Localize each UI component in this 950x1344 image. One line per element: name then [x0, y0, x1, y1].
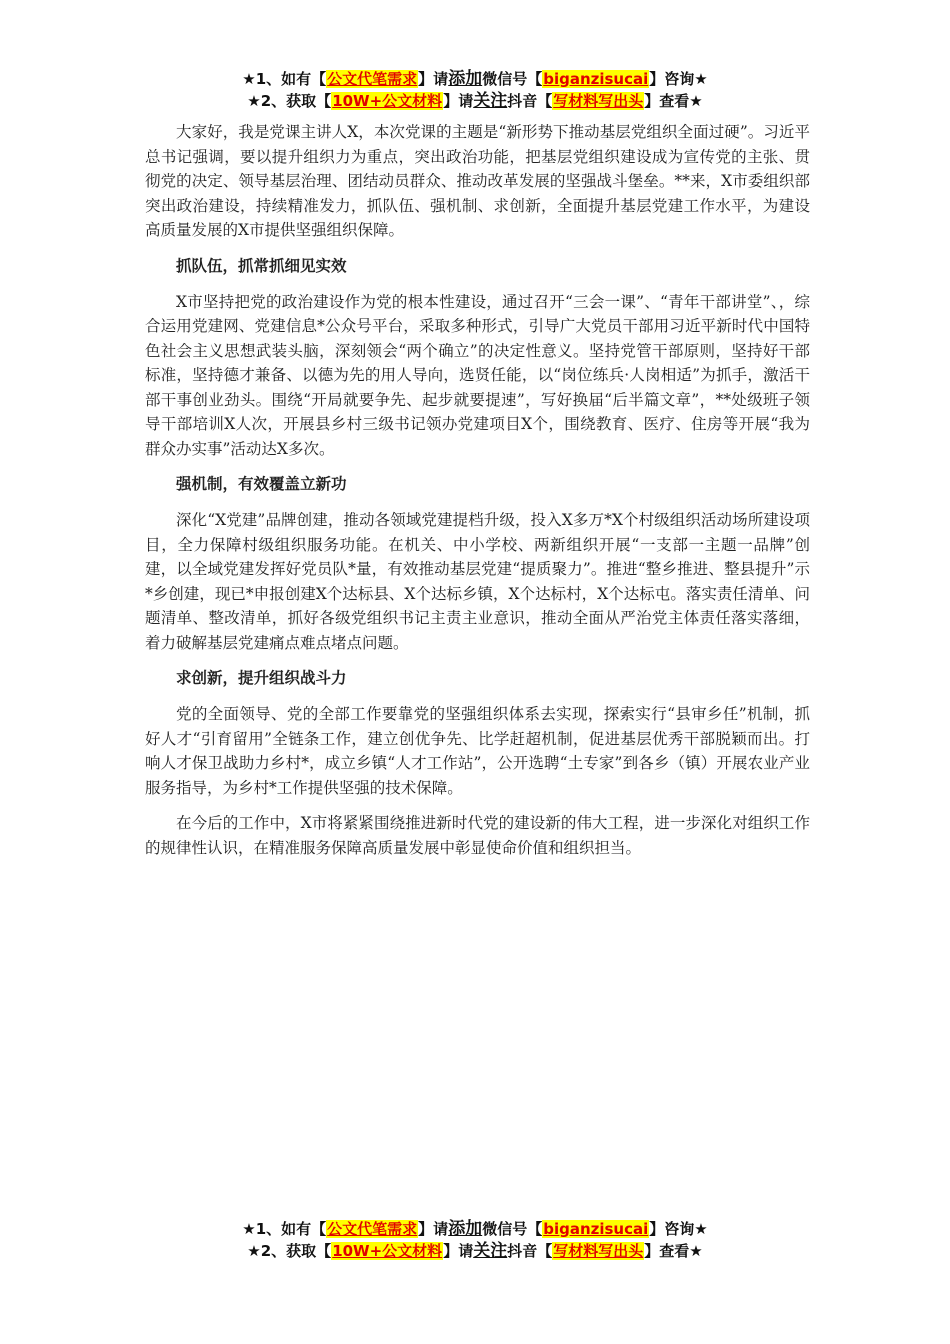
body-paragraph: 深化“X党建”品牌创建，推动各领域党建提档升级，投入X多万*X个村级组织活动场所建设项目，全力保障村级组织服务功能。在机关、中小学校、两新组织开展“一支部一主题一品牌”创建，以全域党建发挥好党员队*量，有效推动基层党建“提质聚力”。推进“整乡推进、整县提升”示*乡创建，现已*申报创建X个达标县、X个达标乡镇，X个达标村，X个达标屯。落实责任清单、问题清单、整改清单，抓好各级党组织书记主责主业意识，推动全面从严治党主体责任落实落细，着力破解基层党建痛点难点堵点问题。 [145, 511, 810, 652]
banner-text: ★1、如有【 [242, 1220, 327, 1238]
banner-text: 】请 [418, 70, 449, 88]
section-heading: 求创新，提升组织战斗力 [176, 669, 347, 687]
banner-emphasis: 添加 [448, 69, 483, 89]
banner-emphasis: 关注 [473, 1241, 508, 1261]
banner-highlight: biganzisucai [543, 1220, 649, 1238]
banner-highlight: 10W+公文材料 [332, 1242, 443, 1260]
closing-paragraph: 在今后的工作中，X市将紧紧围绕推进新时代党的建设新的伟大工程，进一步深化对组织工作的规律性认识，在精准服务保障高质量发展中彰显使命价值和组织担当。 [145, 814, 810, 857]
body-paragraph: 党的全面领导、党的全部工作要靠党的坚强组织体系去实现，探索实行“县审乡任”机制，抓好人才“引育留用”全链条工作，建立创优争先、比学赶超机制，促进基层优秀干部脱颖而出。打响人才保卫战助力乡村*，成立乡镇“人才工作站”，公开选聘“土专家”到各乡（镇）开展农业产业服务指导，为乡村*工作提供坚强的技术保障。 [145, 705, 810, 797]
banner-text: 】查看★ [644, 92, 703, 110]
banner-text: 】请 [443, 92, 474, 110]
banner-highlight: 写材料写出头 [553, 92, 644, 110]
banner-line-2 [0, 90, 950, 112]
banner-text: 】咨询★ [649, 70, 708, 88]
banner-highlight: biganzisucai [543, 70, 649, 88]
banner-highlight: 写材料写出头 [553, 1242, 644, 1260]
banner-highlight: 公文代笔需求 [327, 70, 418, 88]
banner-text: ★2、获取【 [247, 1242, 332, 1260]
banner-highlight: 公文代笔需求 [327, 1220, 418, 1238]
top-banner [0, 68, 950, 112]
banner-text: 】请 [443, 1242, 474, 1260]
bottom-banner [0, 1218, 950, 1262]
banner-text: ★1、如有【 [242, 70, 327, 88]
section-heading: 强机制，有效覆盖立新功 [176, 475, 347, 493]
document-body [145, 120, 810, 871]
banner-text: 抖音【 [507, 1242, 553, 1260]
banner-text: 微信号【 [482, 70, 543, 88]
banner-line-2 [0, 1240, 950, 1262]
body-paragraph: X市坚持把党的政治建设作为党的根本性建设，通过召开“三会一课”、“青年干部讲堂”、，综合运用党建网、党建信息*公众号平台，采取多种形式，引导广大党员干部用习近平新时代中国特色社会主义思想武装头脑，深刻领会“两个确立”的决定性意义。坚持党管干部原则，坚持好干部标准，坚持德才兼备、以德为先的用人导向，选贤任能，以“岗位练兵·人岗相适”为抓手，激活干部干事创业劲头。围绕“开局就要争先、起步就要提速”，写好换届“后半篇文章”，**处级班子领导干部培训X人次，开展县乡村三级书记领办党建项目X个，围绕教育、医疗、住房等开展“我为群众办实事”活动达X多次。 [145, 292, 810, 458]
banner-text: 】查看★ [644, 1242, 703, 1260]
banner-emphasis: 关注 [473, 91, 508, 111]
banner-text: 】咨询★ [649, 1220, 708, 1238]
banner-emphasis: 添加 [448, 1219, 483, 1239]
banner-highlight: 10W+公文材料 [332, 92, 443, 110]
intro-paragraph: 大家好，我是党课主讲人X，本次党课的主题是“新形势下推动基层党组织全面过硬”。习近平总书记强调，要以提升组织力为重点，突出政治功能，把基层党组织建设成为宣传党的主张、贯彻党的决定、领导基层治理、团结动员群众、推动改革发展的坚强战斗堡垒。**来，X市委组织部突出政治建设，持续精准发力，抓队伍、强机制、求创新，全面提升基层党建工作水平，为建设高质量发展的X市提供坚强组织保障。 [145, 123, 810, 239]
section-heading: 抓队伍，抓常抓细见实效 [176, 256, 347, 275]
banner-line-1 [0, 68, 950, 90]
banner-text: 微信号【 [482, 1220, 543, 1238]
banner-line-1 [0, 1218, 950, 1240]
banner-text: 抖音【 [507, 92, 553, 110]
banner-text: ★2、获取【 [247, 92, 332, 110]
banner-text: 】请 [418, 1220, 449, 1238]
